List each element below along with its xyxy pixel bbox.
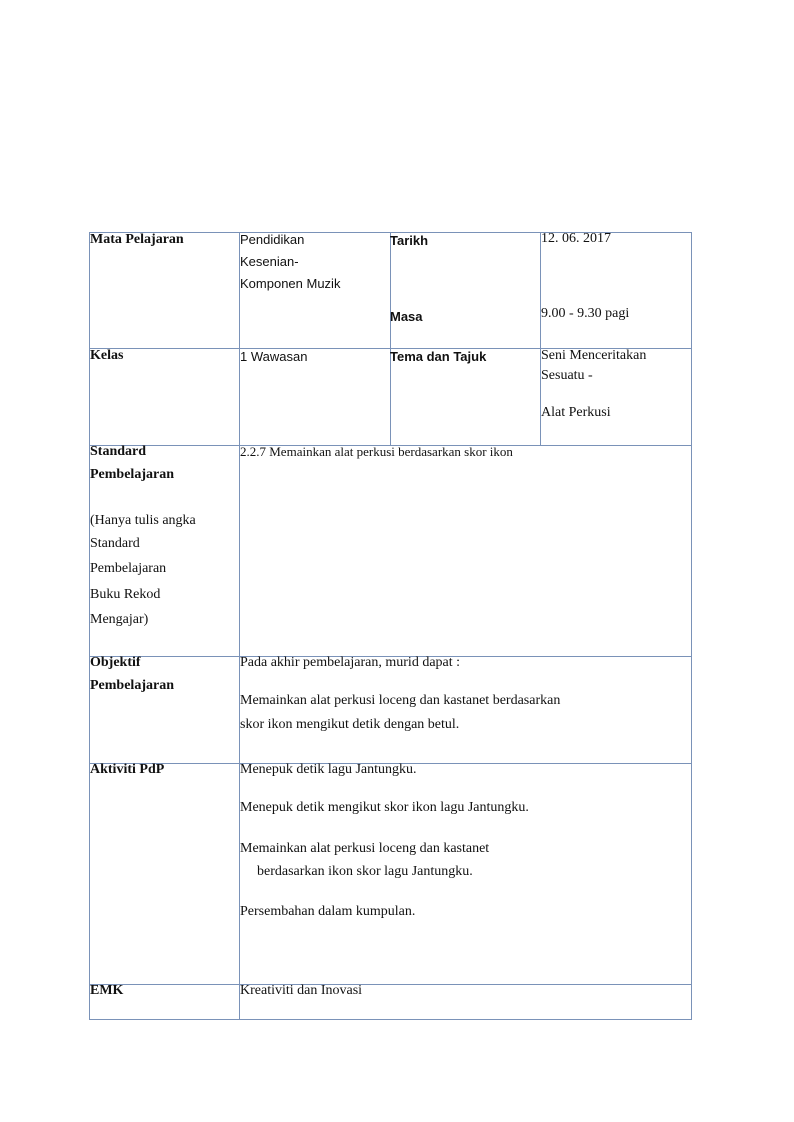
activity-item-3-cont: berdasarkan ikon skor lagu Jantungku. (257, 864, 473, 879)
objective-intro: Pada akhir pembelajaran, murid dapat : (240, 655, 461, 670)
standard-note-5: Mengajar) (90, 612, 149, 627)
emk-value: Kreativiti dan Inovasi (240, 983, 363, 998)
activity-item-4: Persembahan dalam kumpulan. (240, 904, 416, 919)
time-value: 9.00 - 9.30 pagi (541, 306, 630, 321)
objective-label-1: Objektif (90, 655, 141, 670)
theme-line-3: Alat Perkusi (541, 405, 611, 420)
subject-line-3: Komponen Muzik (240, 276, 341, 291)
activity-item-2: Menepuk detik mengikut skor ikon lagu Jantungku. (240, 800, 529, 815)
standard-note-4: Buku Rekod (90, 587, 161, 602)
theme-line-2: Sesuatu - (541, 368, 593, 383)
activity-item-3: Memainkan alat perkusi loceng dan kastanet (240, 841, 490, 856)
activity-label: Aktiviti PdP (90, 762, 165, 777)
objective-label-2: Pembelajaran (90, 678, 174, 693)
standard-value: 2.2.7 Memainkan alat perkusi berdasarkan skor ikon (240, 444, 513, 459)
emk-label: EMK (90, 983, 124, 998)
standard-label-1: Standard (90, 444, 147, 459)
objective-line-1: Memainkan alat perkusi loceng dan kastanet berdasarkan (240, 693, 561, 708)
class-value: 1 Wawasan (240, 349, 308, 364)
subject-label: Mata Pelajaran (90, 232, 184, 247)
standard-note-3: Pembelajaran (90, 561, 167, 576)
date-label: Tarikh (390, 233, 429, 248)
class-label: Kelas (90, 348, 124, 363)
subject-line-1: Pendidikan (240, 232, 305, 247)
time-label: Masa (390, 309, 423, 324)
objective-line-2: skor ikon mengikut detik dengan betul. (240, 717, 460, 732)
theme-label: Tema dan Tajuk (390, 349, 487, 364)
subject-line-2: Kesenian- (240, 254, 299, 269)
date-value: 12. 06. 2017 (541, 231, 611, 246)
standard-note-1: (Hanya tulis angka (90, 513, 196, 528)
standard-label-2: Pembelajaran (90, 467, 174, 482)
standard-note-2: Standard (90, 536, 140, 551)
activity-item-1: Menepuk detik lagu Jantungku. (240, 762, 417, 777)
theme-line-1: Seni Menceritakan (541, 348, 647, 363)
